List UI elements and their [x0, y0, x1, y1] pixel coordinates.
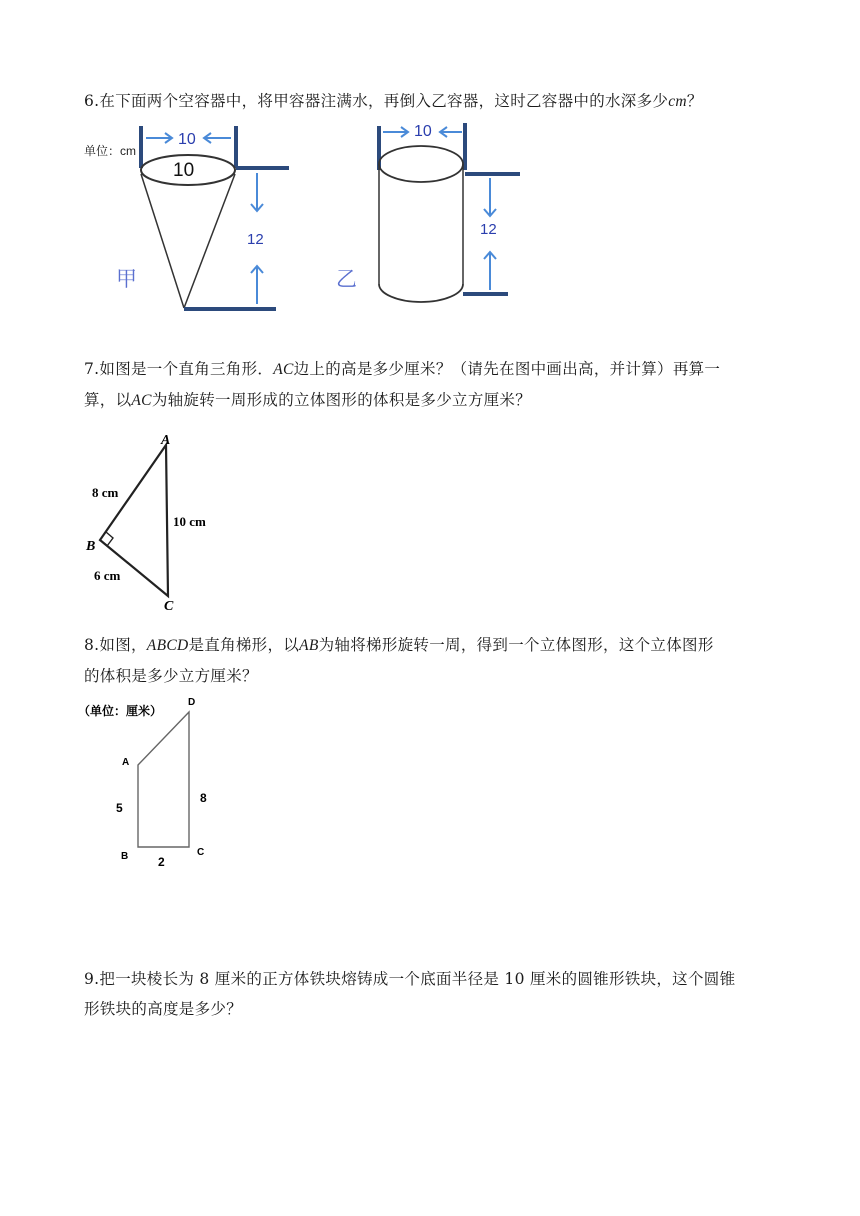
question-8-figure — [76, 690, 236, 880]
cyl-height-label: 12 — [480, 221, 497, 238]
vertex-D: D — [188, 697, 196, 708]
side-AC-label: 10 cm — [173, 514, 206, 529]
side-AB-label: 5 — [116, 801, 123, 815]
cyl-name: 乙 — [336, 267, 357, 291]
side-CD-label: 8 — [200, 791, 207, 805]
cyl-top-ellipse — [379, 146, 463, 182]
question-8: 8.如图，ABCD是直角梯形，以AB为轴将梯形旋转一周，得到一个立体图形，这个立体图形 的体积是多少立方厘米？ — [84, 636, 714, 685]
question-9: 9.把一块棱长为 8 厘米的正方体铁块熔铸成一个底面半径是 10 厘米的圆锥形铁块，这个圆锥 形铁块的高度是多少？ — [84, 970, 736, 1018]
question-6-unit: cm — [668, 93, 687, 110]
question-7-number: 7. — [84, 360, 100, 378]
side-AB-label: 8 cm — [92, 485, 119, 500]
cyl-diameter-label: 10 — [414, 123, 432, 140]
question-6-figure — [84, 118, 534, 318]
unit-label-q8: （单位：厘米） — [78, 704, 163, 718]
cone-left-slant — [141, 174, 184, 308]
side-BC-label: 6 cm — [94, 568, 121, 583]
question-7: 7.如图是一个直角三角形．AC边上的高是多少厘米？（请先在图中画出高，并计算）再算一 算，以AC为轴旋转一周形成的立体图形的体积是多少立方厘米？ — [84, 360, 721, 409]
vertex-B: B — [121, 851, 129, 862]
question-7-figure — [84, 428, 244, 618]
question-8-number: 8. — [84, 636, 100, 654]
cone-inner-diameter: 10 — [173, 160, 195, 181]
question-9-number: 9. — [84, 970, 100, 988]
right-trapezoid — [138, 712, 189, 847]
unit-label: 单位：cm — [84, 144, 136, 158]
cyl-bottom-arc — [379, 284, 463, 302]
question-6: 6.在下面两个空容器中，将甲容器注满水，再倒入乙容器，这时乙容器中的水深多少cm？ — [84, 92, 703, 110]
vertex-B: B — [86, 539, 96, 554]
cone-diameter-label: 10 — [178, 131, 196, 148]
side-BC-label: 2 — [158, 855, 165, 869]
vertex-C: C — [164, 599, 174, 614]
cone-right-slant — [184, 174, 235, 308]
vertex-A: A — [161, 433, 171, 448]
question-6-number: 6. — [84, 92, 100, 110]
cone-height-label: 12 — [247, 231, 264, 248]
vertex-C: C — [197, 847, 205, 858]
cone-name: 甲 — [116, 267, 137, 291]
right-angle-mark — [106, 532, 113, 546]
question-6-text: 在下面两个空容器中，将甲容器注满水，再倒入乙容器，这时乙容器中的水深多少 — [99, 92, 669, 110]
vertex-A: A — [122, 757, 130, 768]
